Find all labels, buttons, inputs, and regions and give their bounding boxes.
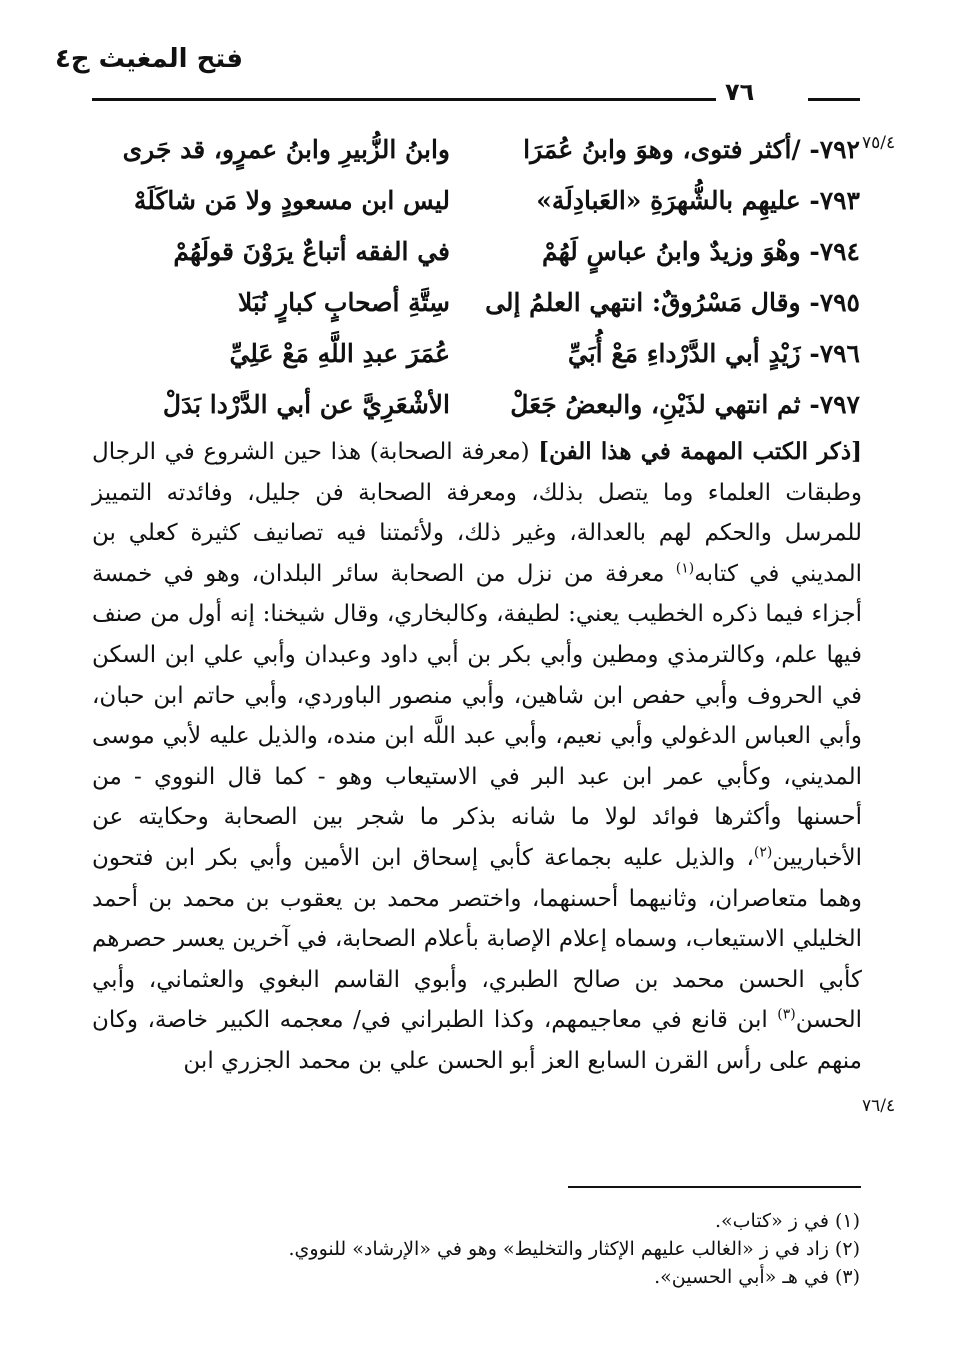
verse-line [100,379,860,430]
footnote: (٢) زاد في ز «الغالب عليهم الإكثار والتخليط» وهو في «الإرشاد» للنووي. [288,1238,860,1260]
verse-line [100,124,860,175]
header-rule-short [808,98,860,101]
body-text: ابن قانع في معاجيمهم، وكذا الطبراني في/ معجمه الكبير خاصة، وكان منهم على رأس القرن السابع العز أبو الحسن علي بن محمد الجزري ابن [92,1007,862,1074]
body-text: ، والذيل عليه بجماعة كأبي إسحاق ابن الأمين وأبي بكر ابن فتحون وهما متعاصران، وثانيهما أحسنهما، واختصر محمد بن يعقوب بن محمد بن أحمد الخليلي الاستيعاب، وسماه إعلام الإصابة بأعلام الصحابة، في آخرين يعسر حصرهم كأبي الحسن محمد بن صالح الطبري، وأبوي القاسم البغوي والعثماني، وأبي الحسن [92,844,862,1034]
verse-block [100,124,860,430]
body-text: (معرفة الصحابة) هذا حين الشروع في الرجال وطبقات العلماء وما يتصل بذلك، ومعرفة الصحابة فن جليل، وفائدته التمييز للمرسل والحكم لهم بالعدالة، وغير ذلك، ولأئمتنا فيه تصانيف كثيرة كعلي بن المديني في كتابه [92,439,862,587]
verse-first-hemistich: ٧٩٣- عليهِم بالشُّهرَةِ «العَبادِلَة» [536,186,860,215]
verse-line [100,277,860,328]
commentary-paragraph [92,432,862,1082]
verse-second-hemistich: الأشْعَرِيَّ عن أبي الدَّرْدا بَدَلْ [162,390,450,419]
verse-second-hemistich: ليس ابن مسعودٍ ولا مَن شاكَلَهْ [133,186,450,215]
footnote-marker: (١) [675,560,695,577]
margin-reference: ٧٦/٤ [862,1096,896,1116]
footnotes [120,1207,860,1291]
verse-first-hemistich: ٧٩٦- زَيْدٍ أبي الدَّرْداءِ مَعْ أُبَيِّ [567,339,860,368]
page-number: ٧٦ [725,78,755,106]
verse-line [100,226,860,277]
footnote: (٣) في هـ «أبي الحسين». [654,1266,860,1288]
verse-line [100,328,860,379]
footnote-separator [568,1186,861,1188]
verse-first-hemistich: ٧٩٧- ثم انتهي لذَيْنِ، والبعضُ جَعَلْ [510,390,860,419]
verse-second-hemistich: عُمَرَ عبدِ اللَّهِ مَعْ عَلِيِّ [229,339,450,368]
verse-second-hemistich: سِتَّةِ أصحابٍ كبارٍ نُبَلا [237,288,450,317]
section-heading: [ذكر الكتب المهمة في هذا الفن] [538,438,863,465]
verse-second-hemistich: وابنُ الزُّبيرِ وابنُ عمرٍو، قد جَرى [122,135,450,164]
verse-first-hemistich: ٧٩٢- /أكثر فتوى، وهوَ وابنُ عُمَرَا [523,135,860,164]
verse-first-hemistich: ٧٩٥- وقال مَسْرُوقٌ: انتهي العلمُ إلى [485,288,860,317]
footnote-marker: (٢) [753,844,773,861]
header-rule [92,98,716,101]
body-text: معرفة من نزل من الصحابة سائر البلدان، وهو في خمسة أجزاء فيما ذكره الخطيب يعني: لطيفة، وكالبخاري، وقال شيخنا: إنه أول من صنف فيها علم، وكالترمذي ومطين وأبي بكر بن أبي داود وعبدان وأبي علي ابن السكن في الحروف وأبي حفص ابن شاهين، وأبي منصور الباوردي، وأبي حاتم ابن حبان، وأبي العباس الدغولي وأبي نعيم، وأبي عبد اللَّه ابن منده، والذيل عليه لأبي موسى المديني، وكأبي عمر ابن عبد البر في الاستيعاب وهو - كما قال النووي - من أحسنها وأكثرها فوائد لولا ما شانه بذكر ما شجر بين الصحابة وحكايته عن الأخباريين [92,560,862,871]
verse-first-hemistich: ٧٩٤- وهْوَ وزيدٌ وابنُ عباسٍ لَهُمْ [542,237,860,266]
footnote-marker: (٣) [777,1006,796,1023]
verse-line [100,175,860,226]
verse-second-hemistich: في الفقه أتباعٌ يرَوْنَ قولَهُمْ [173,237,450,266]
margin-reference: ٧٥/٤ [862,133,896,153]
running-title: فتح المغيث ج٤ [54,44,243,74]
footnote: (١) في ز «كتاب». [714,1210,860,1232]
commentary-text [92,432,862,1082]
